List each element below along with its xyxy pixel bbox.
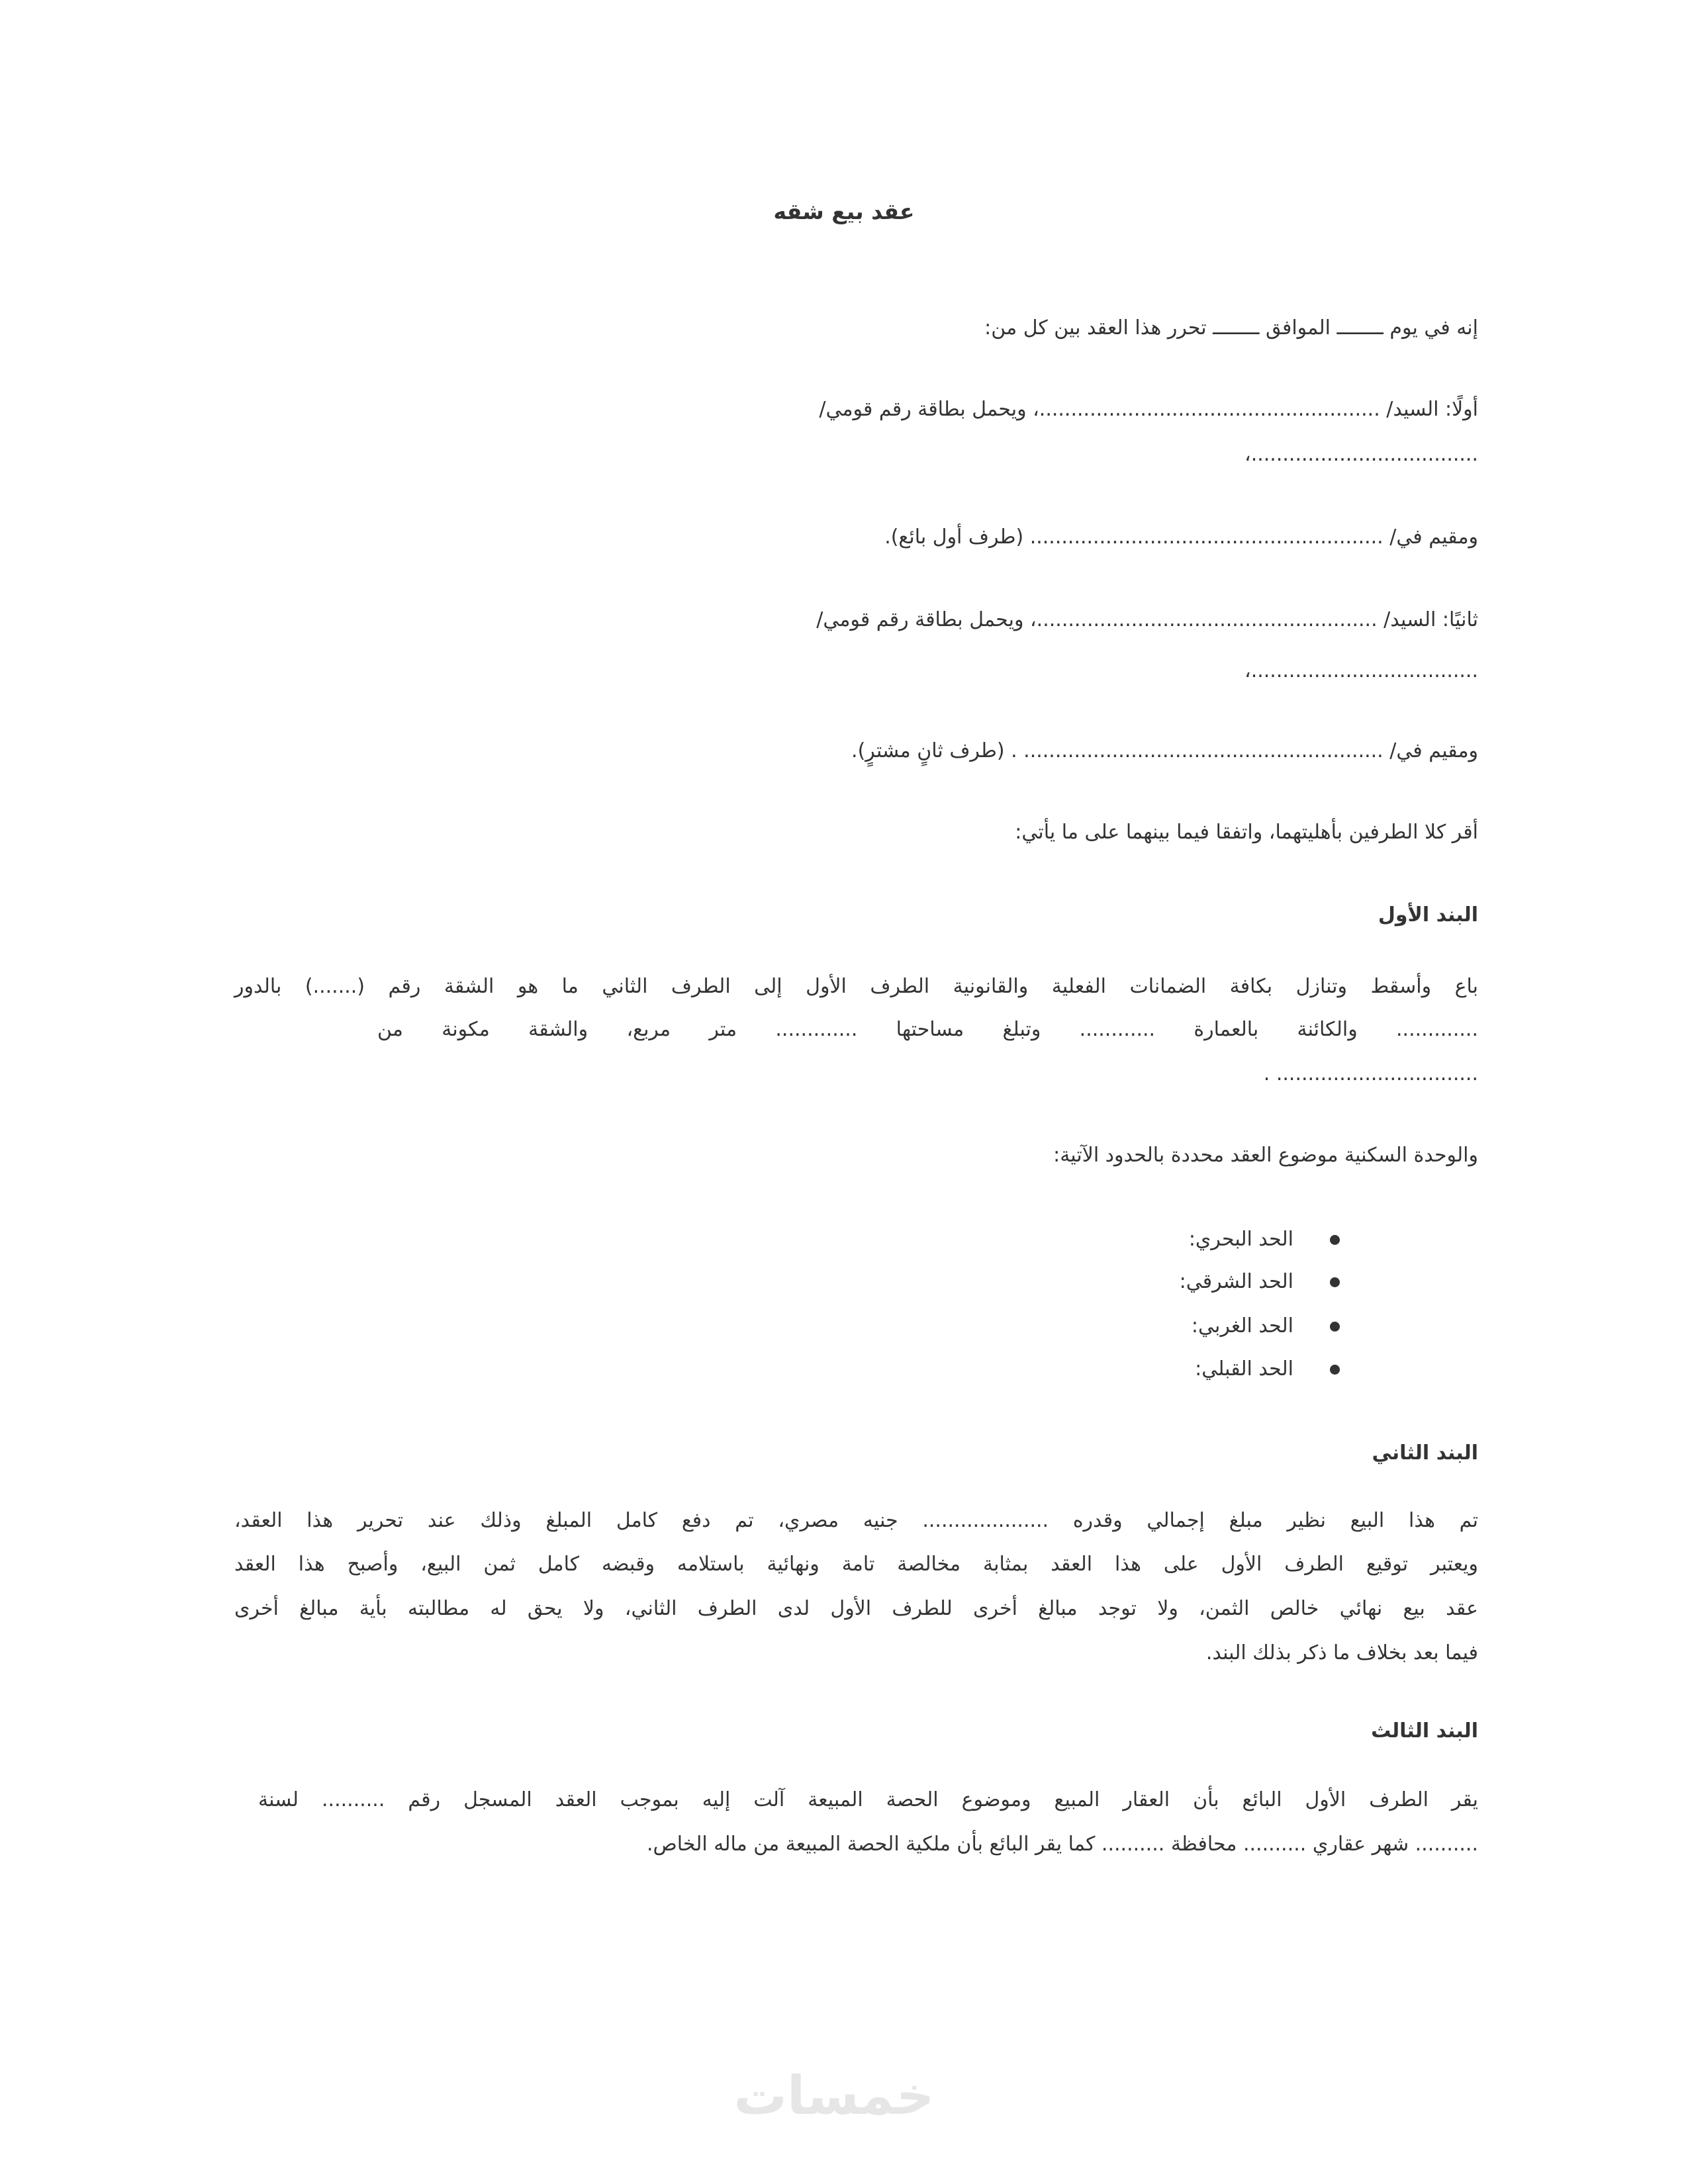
bullet-icon [1330, 1322, 1340, 1332]
bullet-icon [1330, 1235, 1340, 1245]
boundary-item: الحد الشرقي: [1179, 1270, 1293, 1293]
clause2-line: ويعتبر توقيع الطرف الأول على هذا العقد بمثابة مخالصة تامة ونهائية باستلامه وقبضه كامل ثمن البيع، وأصبح هذا العقد [234, 1553, 1478, 1576]
party1-line1: أولًا: السيد/ ......................................................، ويحمل بطاقة رقم قومي/ [819, 398, 1478, 421]
boundary-item: الحد القبلي: [1195, 1357, 1293, 1381]
boundaries-intro: والوحدة السكنية موضوع العقد محددة بالحدود الآتية: [1053, 1144, 1478, 1167]
party1-residence: ومقيم في/ ........................................................ (طرف أول بائع). [884, 525, 1478, 549]
clause2-heading: البند الثاني [1372, 1441, 1478, 1465]
boundary-item: الحد البحري: [1188, 1228, 1293, 1251]
party2-line2: ....................................، [1244, 659, 1478, 682]
bullet-icon [1330, 1365, 1340, 1375]
party2-residence: ومقيم في/ ......................................................... . (طرف ثانٍ مشترٍ). [851, 739, 1478, 762]
watermark-logo: خمسات [733, 2065, 935, 2126]
clause3-line: .......... شهر عقاري .......... محافظة .......... كما يقر البائع بأن ملكية الحصة المبيعة من ماله الخاص. [646, 1833, 1478, 1856]
document-title: عقد بيع شقه [773, 199, 915, 224]
clause2-line: فيما بعد بخلاف ما ذكر بذلك البند. [1205, 1641, 1478, 1664]
clause1-line: باع وأسقط وتنازل بكافة الضمانات الفعلية والقانونية الطرف الأول إلى الطرف الثاني ما هو الشقة رقم (.......) بالدور [234, 975, 1478, 998]
clause3-heading: البند الثالث [1371, 1719, 1478, 1743]
clause2-line: تم هذا البيع نظير مبلغ إجمالي وقدره .................... جنيه مصري، تم دفع كامل المبلغ وذلك عند تحرير هذا العقد، [234, 1509, 1478, 1532]
intro-line: إنه في يوم ــــــــ الموافق ــــــــ تحرر هذا العقد بين كل من: [984, 316, 1478, 340]
boundary-item: الحد الغربي: [1191, 1314, 1293, 1338]
party1-line2: ....................................، [1244, 443, 1478, 466]
clause3-line: يقر الطرف الأول البائع بأن العقار المبيع وموضوع الحصة المبيعة آلت إليه بموجب العقد المسجل رقم .......... لسنة [258, 1788, 1478, 1811]
party2-line1: ثانيًا: السيد/ ......................................................، ويحمل بطاقة رقم قومي/ [816, 608, 1478, 631]
agreement-line: أقر كلا الطرفين بأهليتهما، واتفقا فيما بينهما على ما يأتي: [1015, 821, 1478, 844]
clause1-line: ............. والكائنة بالعمارة ............ وتبلغ مساحتها ............. متر مربع، والشقة مكونة من [377, 1018, 1478, 1041]
bullet-icon [1330, 1277, 1340, 1287]
clause1-heading: البند الأول [1378, 903, 1478, 927]
clause1-line: ................................ . [1263, 1062, 1478, 1085]
clause2-line: عقد بيع نهائي خالص الثمن، ولا توجد مبالغ أخرى للطرف الأول لدى الطرف الثاني، ولا يحق له مطالبته بأية مبالغ أخرى [234, 1597, 1478, 1620]
